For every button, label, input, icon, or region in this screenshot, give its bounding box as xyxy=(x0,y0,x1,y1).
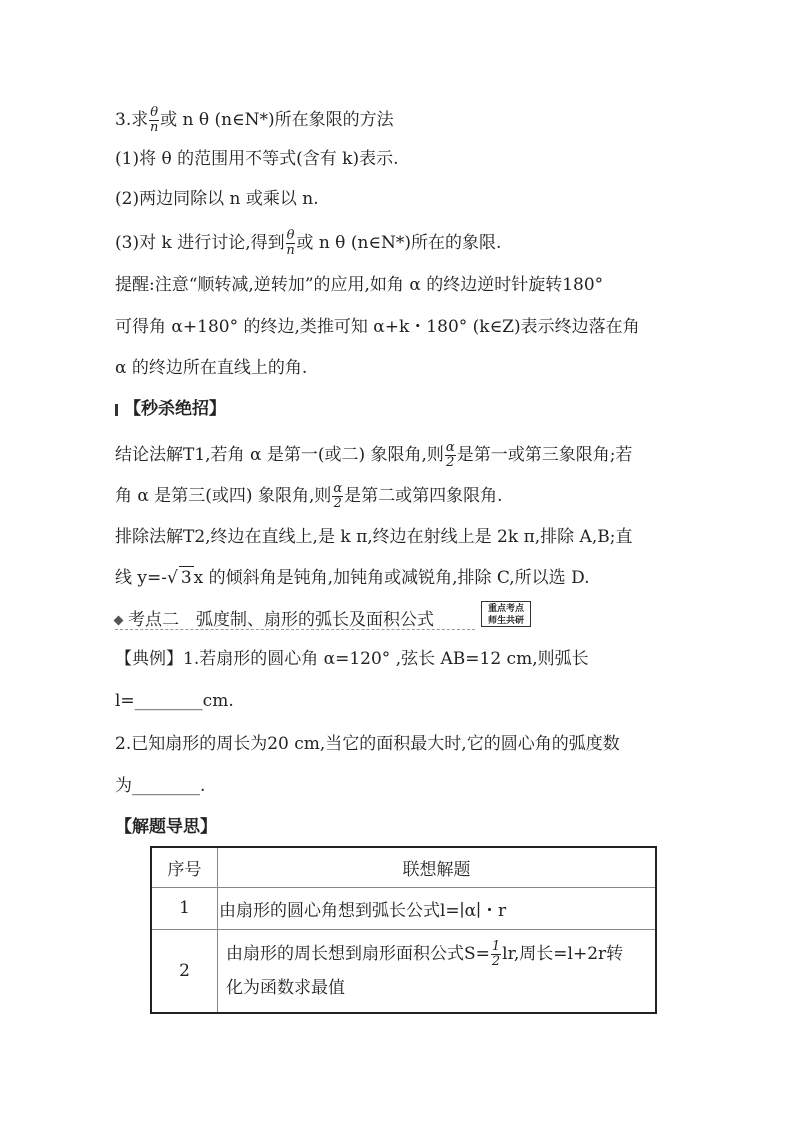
trick-line-2: 角 α 是第三(或四) 象限角,则 $\frac{\alpha}{2}$ 是第二或第四象限角. xyxy=(115,481,503,511)
heading-marker-icon xyxy=(115,404,118,416)
trick-heading: 【秒杀绝招】 xyxy=(115,398,226,420)
fraction: $\frac{\alpha}{2}$ xyxy=(333,481,343,511)
trick-line-1: 结论法解T1,若角 α 是第一(或二) 象限角,则 $\frac{\alpha}{2}$ 是第一或第三象限角;若 xyxy=(115,440,633,470)
tip-line-1: 提醒:注意“顺转减,逆转加”的应用,如角 α 的终边逆时针旋转180° xyxy=(115,275,604,295)
example-line-1: 【典例】1.若扇形的圆心角 α=120° ,弦长 AB=12 cm,则弧长 xyxy=(115,649,589,669)
table-row xyxy=(151,929,656,1013)
tip-line-3: α 的终边所在直线上的角. xyxy=(115,358,308,378)
row-text: 由扇形的圆心角想到弧长公式l=∣α∣・r xyxy=(218,887,657,929)
row-text: 由扇形的周长想到扇形面积公式S= $\frac{1}{2}$ lr,周长=l+2r转 化为函数求最值 xyxy=(218,929,657,1013)
step-2: (2)两边同除以 n 或乘以 n. xyxy=(115,189,319,209)
fraction: $\frac{\theta}{n}$ xyxy=(286,228,295,258)
table-header-row xyxy=(151,847,656,887)
step-3: (3)对 k 进行讨论,得到 $\frac{\theta}{n}$ 或 n θ (n∈N*)所在的象限. xyxy=(115,228,502,258)
row-no: 2 xyxy=(151,929,218,1013)
trick-line-3: 排除法解T2,终边在直线上,是 k π,终边在射线上是 2k π,排除 A,B;直 xyxy=(115,527,633,547)
header-no: 序号 xyxy=(151,847,218,887)
topic-badge: 重点考点 师生共研 xyxy=(481,601,531,627)
fraction: $\frac{\theta}{n}$ xyxy=(149,105,159,135)
example-line-3: 2.已知扇形的周长为20 cm,当它的面积最大时,它的圆心角的弧度数 xyxy=(115,734,620,754)
guide-heading: 【解题导思】 xyxy=(115,817,217,837)
table-row xyxy=(151,887,656,929)
fraction: $\frac{1}{2}$ xyxy=(491,938,501,969)
header-content: 联想解题 xyxy=(218,847,657,887)
thinking-table xyxy=(150,846,657,1014)
tip-line-2: 可得角 α+180° 的终边,类推可知 α+k・180° (k∈Z)表示终边落在角 xyxy=(115,317,640,337)
example-line-4: 为________. xyxy=(115,776,206,796)
row-no: 1 xyxy=(151,887,218,929)
example-line-2: l=________cm. xyxy=(115,691,234,711)
trick-line-4: 线 y=-√ 3 x 的倾斜角是钝角,加钝角或减锐角,排除 C,所以选 D. xyxy=(115,568,590,588)
divider xyxy=(115,629,475,630)
step-1: (1)将 θ 的范围用不等式(含有 k)表示. xyxy=(115,149,399,169)
section-3-title: 3.求 $\frac{\theta}{n}$ 或 n θ (n∈N*)所在象限的方法 xyxy=(115,105,394,135)
diamond-icon xyxy=(114,616,124,626)
topic-2-title: 考点二 弧度制、扇形的弧长及面积公式 xyxy=(115,609,434,631)
fraction: $\frac{\alpha}{2}$ xyxy=(445,440,455,470)
